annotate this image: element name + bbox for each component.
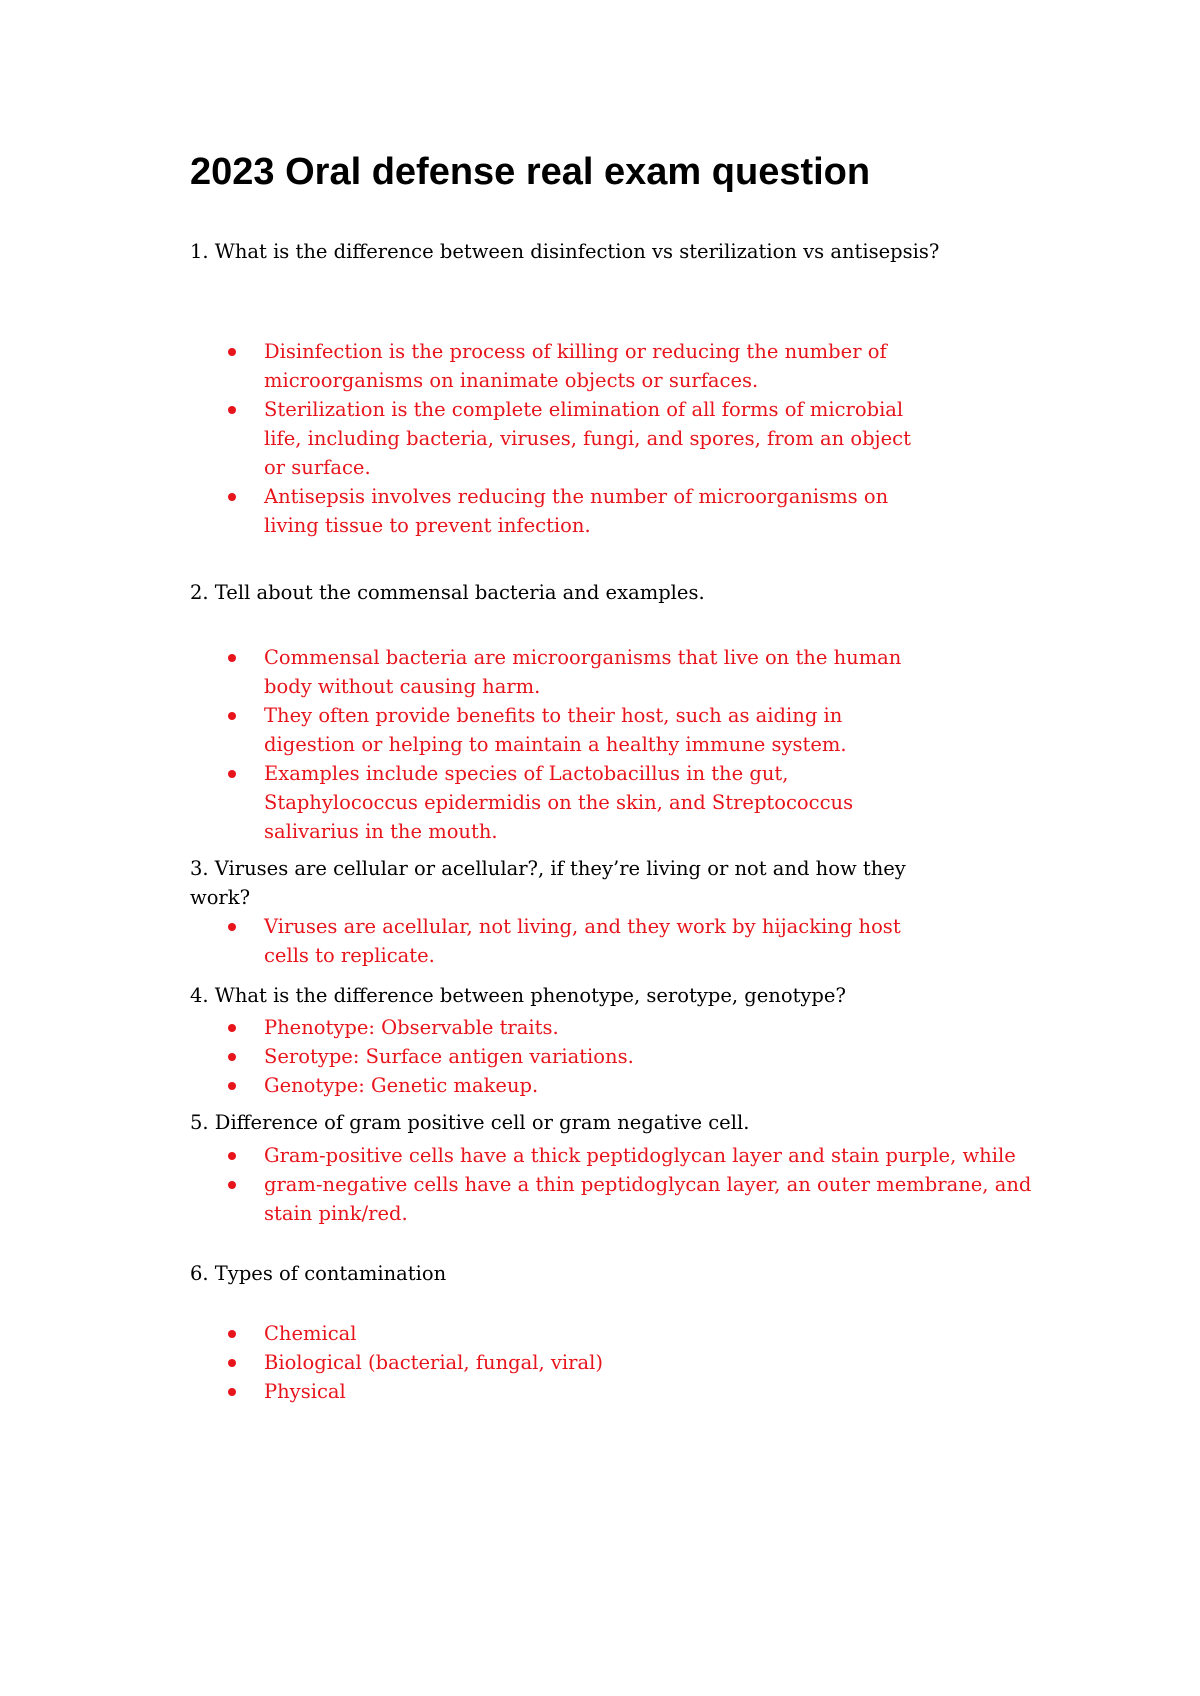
bullet-icon [228,406,236,414]
list-item [228,337,928,395]
answer-text: Biological (bacterial, fungal, viral) [264,1351,603,1374]
answer-text: Viruses are acellular, not living, and they work by hijacking host cells to replicate. [264,915,901,967]
answer-text: Examples include species of Lactobacillus in the gut, Staphylococcus epidermidis on the skin, and Streptococcus salivarius in the mouth. [264,762,854,843]
list-item [228,1377,928,1406]
bullet-icon [228,654,236,662]
answer-list-5 [228,1141,1078,1228]
bullet-icon [228,1330,236,1338]
answer-list-4 [228,1013,928,1100]
list-item [228,1042,928,1071]
bullet-icon [228,923,236,931]
answer-text: Physical [264,1380,346,1403]
answer-list-2 [228,643,928,846]
answer-text: gram-negative cells have a thin peptidoglycan layer, an outer membrane, and stain pink/red. [264,1173,1032,1225]
bullet-icon [228,712,236,720]
list-item [228,701,928,759]
list-item [228,912,928,970]
question-4: 4. What is the difference between phenotype, serotype, genotype? [190,984,846,1007]
answer-text: Serotype: Surface antigen variations. [264,1045,634,1068]
answer-text: Disinfection is the process of killing or reducing the number of microorganisms on inanimate objects or surfaces. [264,340,887,392]
list-item [228,643,928,701]
document-title: 2023 Oral defense real exam question [190,151,871,193]
list-item [228,395,928,482]
question-1: 1. What is the difference between disinfection vs sterilization vs antisepsis? [190,240,940,263]
list-item [228,1141,1078,1170]
bullet-icon [228,1388,236,1396]
answer-text: Sterilization is the complete elimination of all forms of microbial life, including bacteria, viruses, fungi, and spores, from an object or surface. [264,398,911,479]
answer-text: Phenotype: Observable traits. [264,1016,559,1039]
list-item [228,759,928,846]
question-2: 2. Tell about the commensal bacteria and examples. [190,581,705,604]
answer-text: They often provide benefits to their host, such as aiding in digestion or helping to maintain a healthy immune system. [264,704,847,756]
list-item [228,1013,928,1042]
question-5: 5. Difference of gram positive cell or gram negative cell. [190,1111,750,1134]
list-item [228,1348,928,1377]
bullet-icon [228,348,236,356]
answer-text: Antisepsis involves reducing the number of microorganisms on living tissue to prevent infection. [264,485,889,537]
answer-list-6 [228,1319,928,1406]
list-item [228,1170,1078,1228]
bullet-icon [228,1152,236,1160]
bullet-icon [228,1359,236,1367]
answer-list-3 [228,912,928,970]
answer-text: Commensal bacteria are microorganisms that live on the human body without causing harm. [264,646,902,698]
bullet-icon [228,770,236,778]
answer-text: Gram-positive cells have a thick peptidoglycan layer and stain purple, while [264,1144,1016,1167]
list-item [228,1319,928,1348]
bullet-icon [228,1181,236,1189]
bullet-icon [228,1024,236,1032]
bullet-icon [228,493,236,501]
answer-list-1 [228,337,928,540]
list-item [228,482,928,540]
bullet-icon [228,1053,236,1061]
list-item [228,1071,928,1100]
answer-text: Genotype: Genetic makeup. [264,1074,539,1097]
question-6: 6. Types of contamination [190,1262,447,1285]
bullet-icon [228,1082,236,1090]
question-3: 3. Viruses are cellular or acellular?, if they’re living or not and how they work? [190,857,906,909]
answer-text: Chemical [264,1322,357,1345]
